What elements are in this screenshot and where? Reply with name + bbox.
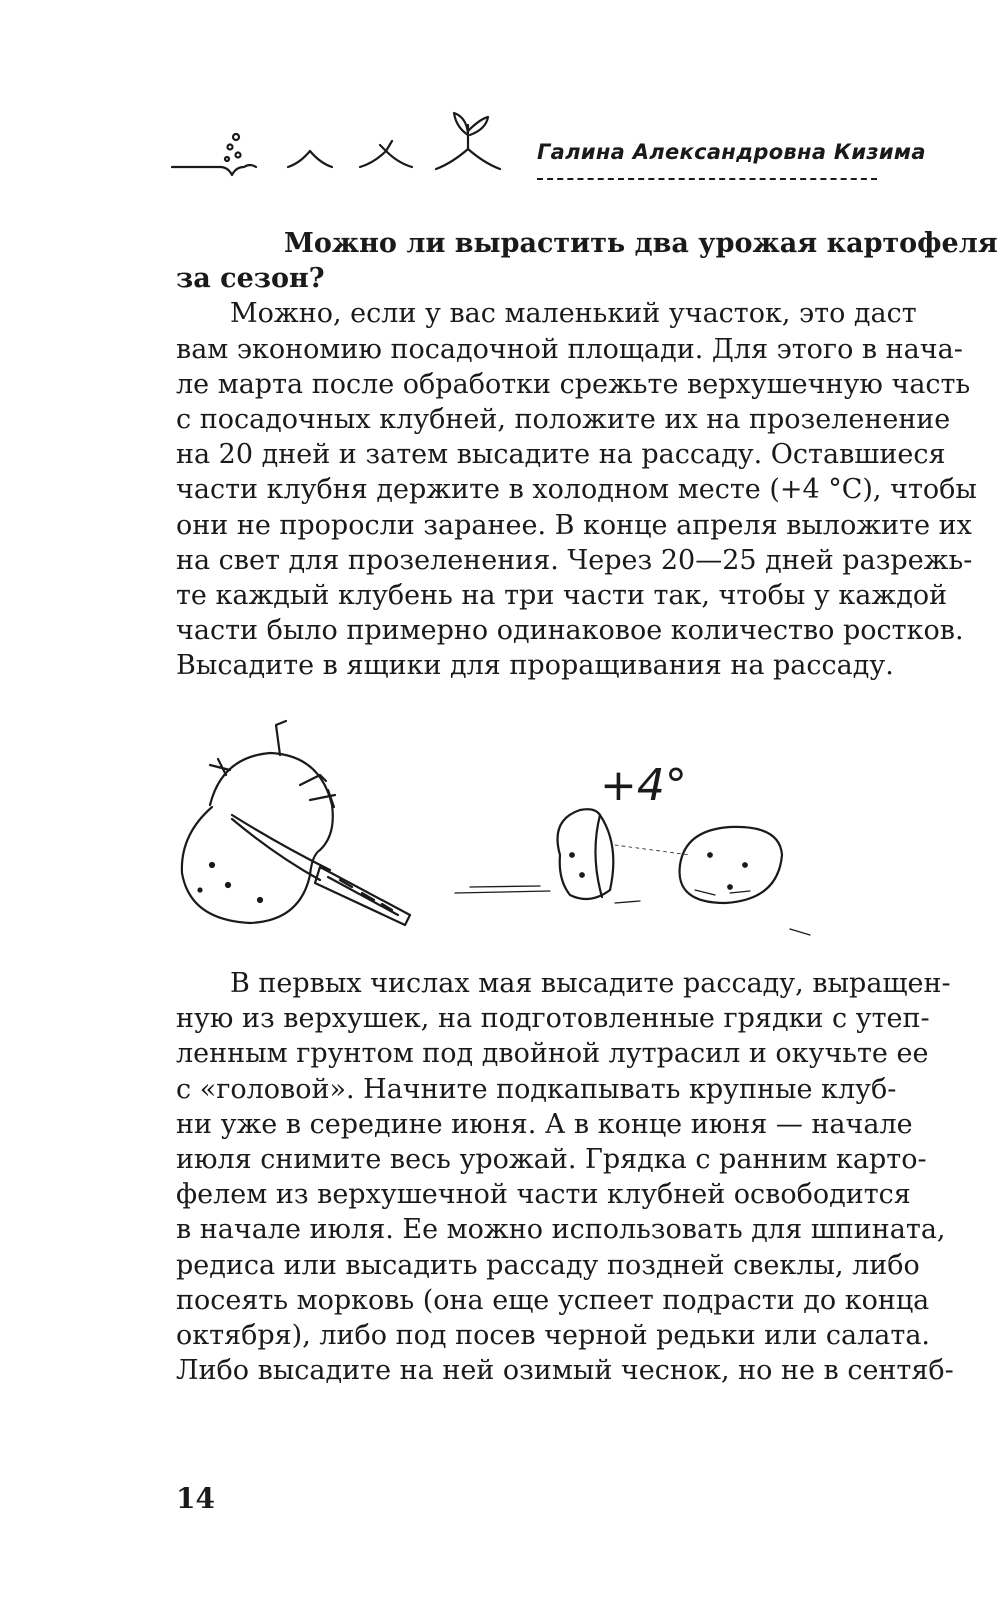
potato-illustration xyxy=(170,715,830,945)
paragraph-line: Либо высадите на ней озимый чеснок, но не в сентяб- xyxy=(176,1355,954,1387)
paragraph-line: с «головой». Начните подкапывать крупные клуб- xyxy=(176,1073,897,1105)
paragraph-line: редиса или высадить рассаду поздней свеклы, либо xyxy=(176,1249,920,1281)
paragraph-line: посеять морковь (она еще успеет подрасти до конца xyxy=(176,1284,930,1316)
paragraph-line: Высадите в ящики для проращивания на рассаду. xyxy=(176,650,894,682)
paragraph-line: октября), либо под посев черной редьки или салата. xyxy=(176,1320,930,1352)
paragraph-line: части было примерно одинаковое количество ростков. xyxy=(176,615,964,647)
paragraph-line: на свет для прозеленения. Через 20—25 дней разрежь- xyxy=(176,544,973,576)
continuation-paragraph xyxy=(176,966,954,1388)
question-line: Можно ли вырастить два урожая картофеля xyxy=(284,228,998,259)
sprouting-seeds-icon xyxy=(170,105,530,185)
header-author-name: Галина Александровна Кизима xyxy=(537,140,926,164)
paragraph-line: те каждый клубень на три части так, чтобы у каждой xyxy=(176,580,948,612)
paragraph-line: части клубня держите в холодном месте (+4 °С), чтобы xyxy=(176,474,977,506)
potato-cut-with-knife-icon xyxy=(182,721,410,925)
page-number: 14 xyxy=(176,1482,215,1515)
running-header xyxy=(0,0,1000,200)
paragraph-line: ни уже в середине июня. А в конце июня — начале xyxy=(176,1108,913,1140)
paragraph-line: Можно, если у вас маленький участок, это даст xyxy=(230,298,917,330)
paragraph-line: вам экономию посадочной площади. Для этого в нача- xyxy=(176,333,963,365)
paragraph-line: ленным грунтом под двойной лутрасил и окучьте ее xyxy=(176,1038,929,1070)
paragraph-line: ле марта после обработки срежьте верхушечную часть xyxy=(176,368,971,400)
paragraph-line: с посадочных клубней, положите их на прозеленение xyxy=(176,404,951,436)
question-line: за сезон? xyxy=(176,263,325,295)
paragraph-line: они не проросли заранее. В конце апреля выложите их xyxy=(176,509,972,541)
paragraph-line: В первых числах мая высадите рассаду, выращен- xyxy=(230,968,951,999)
question-answer-block xyxy=(176,226,998,684)
temperature-label: +4° xyxy=(600,760,687,811)
header-dashed-rule xyxy=(537,178,877,180)
paragraph-line: на 20 дней и затем высадите на рассаду. Оставшиеся xyxy=(176,439,946,471)
paragraph-line: ную из верхушек, на подготовленные грядки с утеп- xyxy=(176,1003,930,1035)
paragraph-line: в начале июля. Ее можно использовать для шпината, xyxy=(176,1214,946,1246)
paragraph-line: июля снимите весь урожай. Грядка с ранним карто- xyxy=(176,1144,927,1176)
paragraph-line: фелем из верхушечной части клубней освободится xyxy=(176,1179,911,1211)
halved-potato-cold-storage-icon xyxy=(455,809,810,935)
